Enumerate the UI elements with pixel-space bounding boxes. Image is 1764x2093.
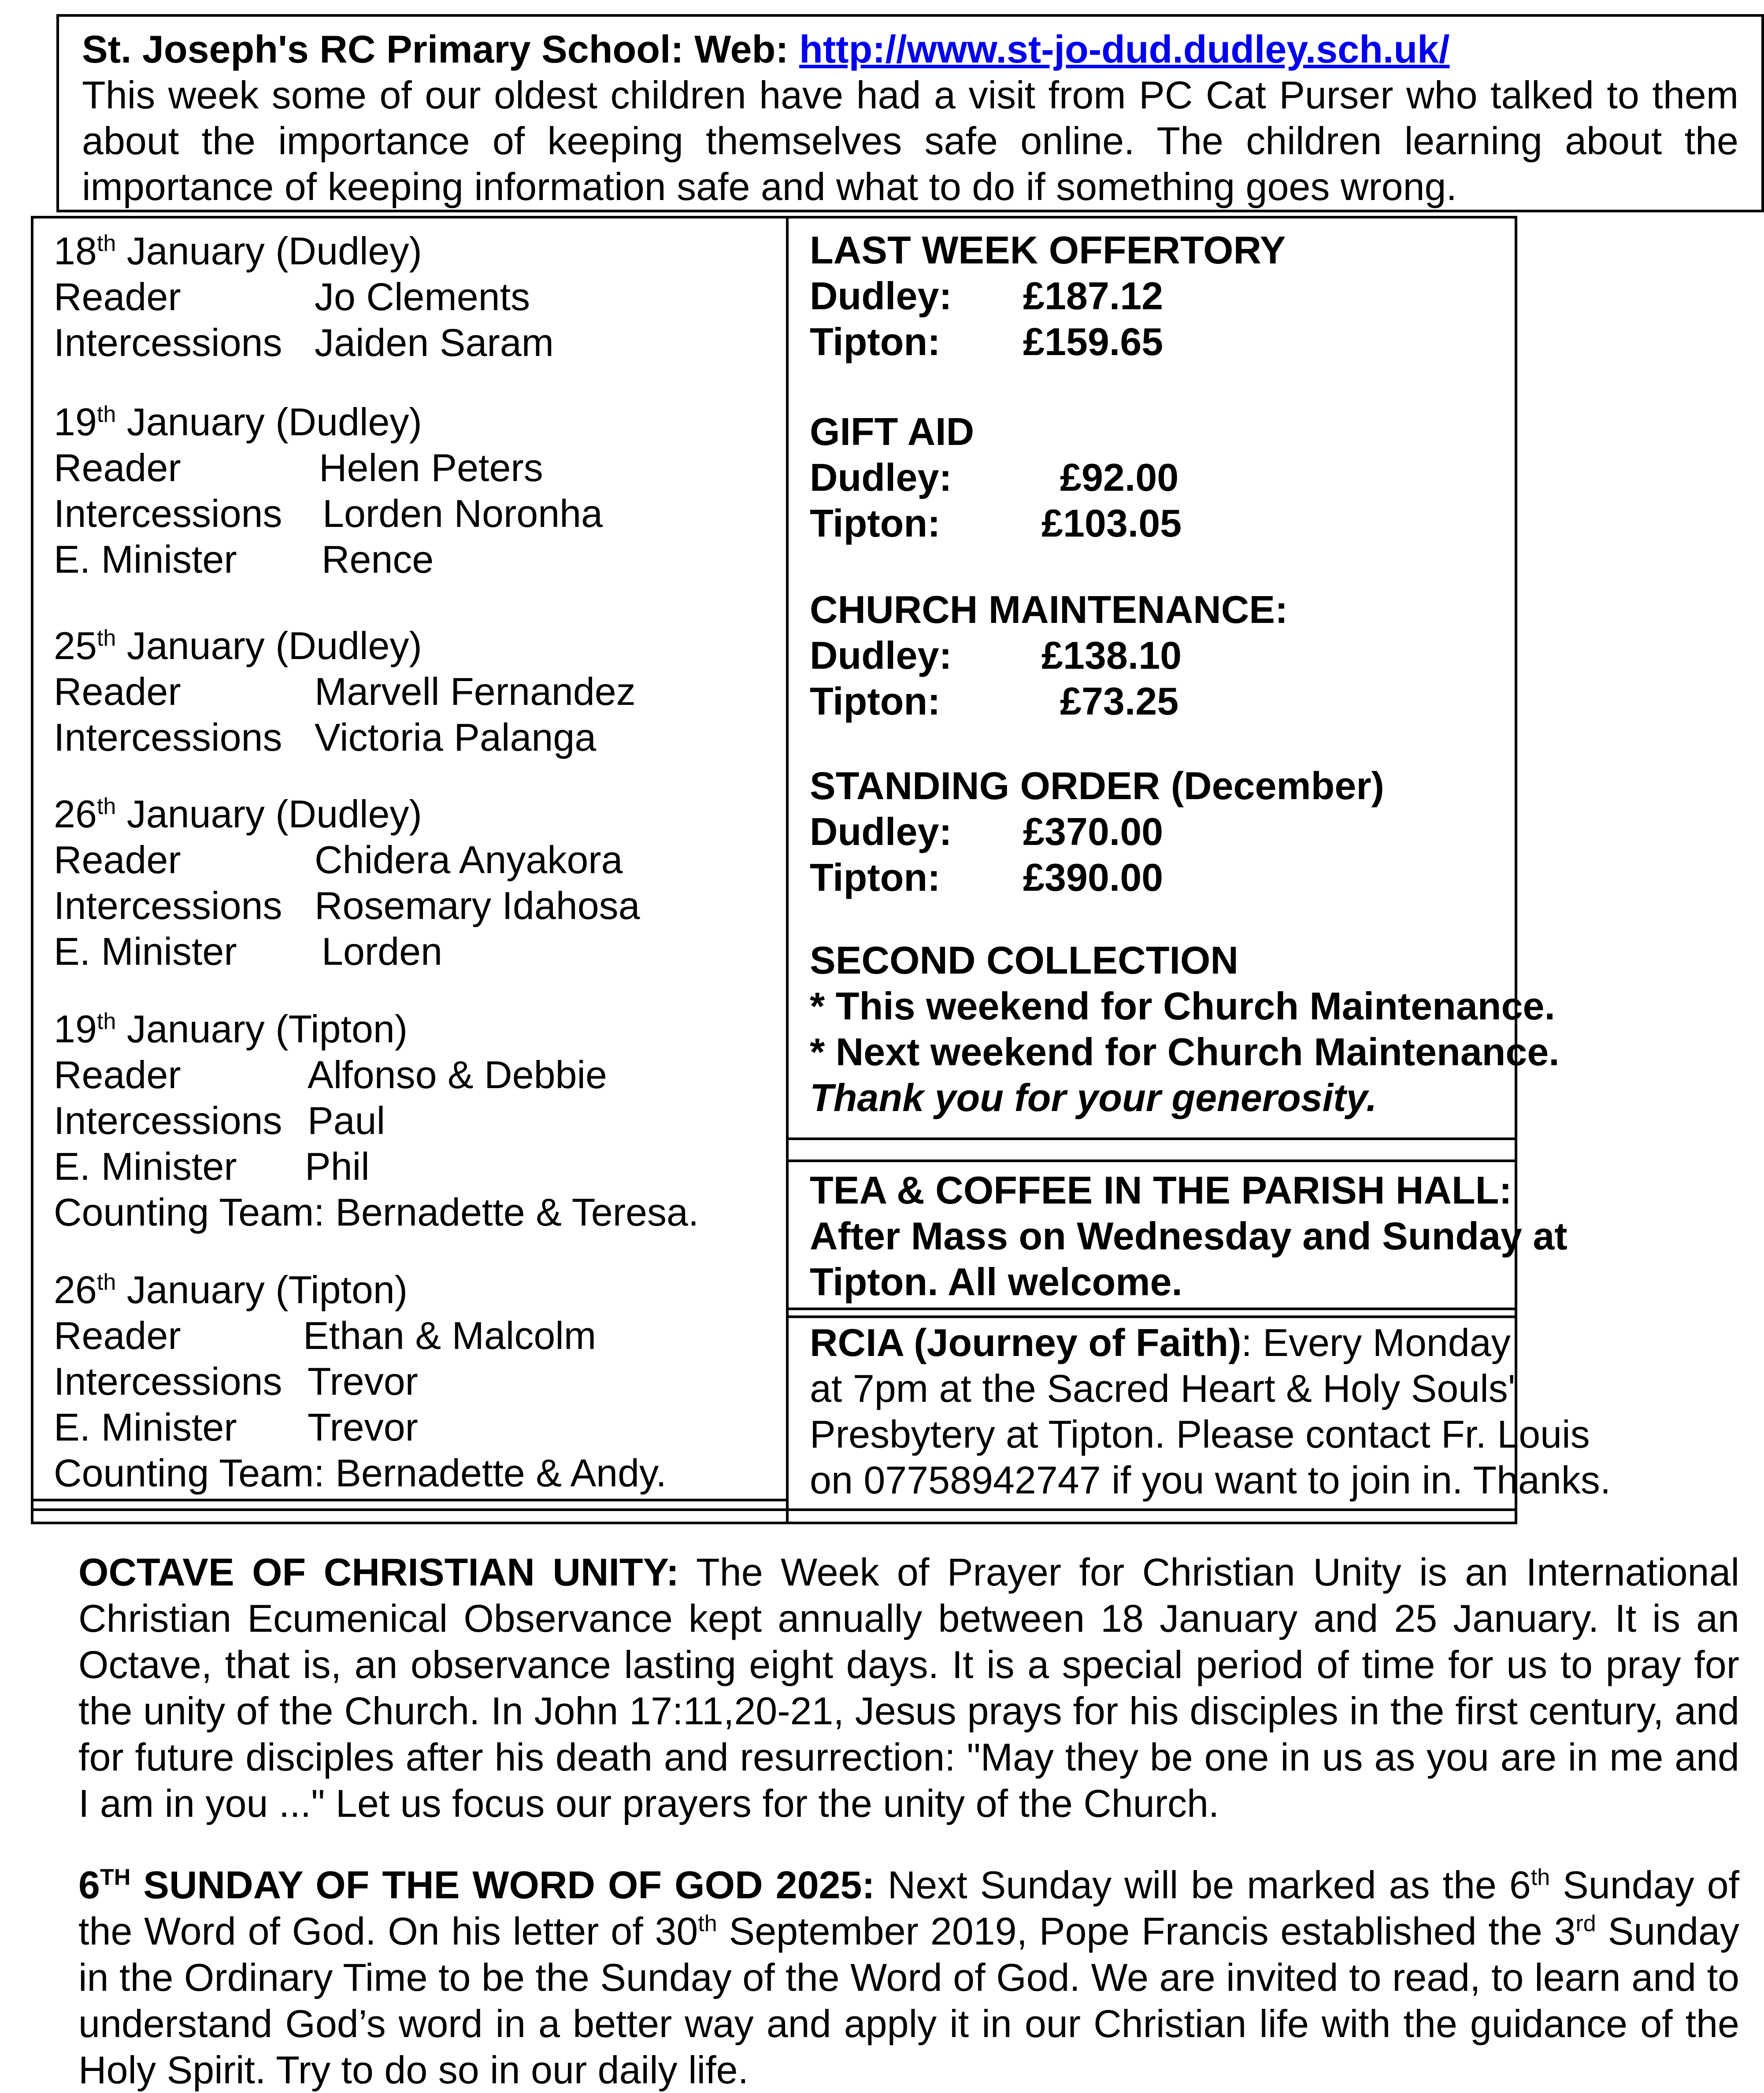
standing-order-dudley: Dudley: £370.00	[810, 810, 1164, 853]
school-notice	[56, 14, 1764, 212]
divider	[789, 1159, 1515, 1162]
roster-role: Reader Marvell Fernandez	[54, 669, 181, 715]
roster-date: 26th January (Tipton)	[54, 1268, 408, 1311]
offertory-tipton: Tipton: £159.65	[810, 320, 1164, 363]
roster-role: Reader Jo Clements	[54, 274, 181, 320]
gift-aid-title: GIFT AID	[810, 410, 975, 453]
standing-order-title: STANDING ORDER (December)	[810, 764, 1384, 808]
roster-person: Trevor	[308, 1360, 418, 1403]
second-collection-line: * This weekend for Church Maintenance.	[810, 984, 1555, 1028]
roster-person: Jaiden Saram	[315, 321, 554, 364]
school-heading-line	[82, 26, 1738, 72]
roster-person: Helen Peters	[319, 446, 543, 489]
rcia-line: at 7pm at the Sacred Heart & Holy Souls'	[810, 1367, 1516, 1410]
roster-role: Intercessions Lorden Noronha	[54, 491, 282, 537]
divider	[789, 1137, 1515, 1140]
roster-person: Jo Clements	[315, 275, 530, 319]
counting-team: Counting Team: Bernadette & Teresa.	[54, 1190, 699, 1234]
roster-role: E. Minister Phil	[54, 1144, 237, 1189]
divider	[33, 1508, 786, 1511]
roster-role: Reader Alfonso & Debbie	[54, 1052, 181, 1098]
divider	[789, 1508, 1515, 1511]
rcia-line: RCIA (Journey of Faith): Every Monday	[810, 1321, 1511, 1364]
divider	[789, 1308, 1515, 1310]
roster-role: Intercessions Rosemary Idahosa	[54, 883, 282, 929]
rcia-line: Presbytery at Tipton. Please contact Fr. Louis	[810, 1412, 1590, 1456]
word-of-god-paragraph: 6TH SUNDAY OF THE WORD OF GOD 2025: Next Sunday will be marked as the 6th Sunday of the Word of God. On his letter of 30th September 2019, Pope Francis established the 3rd Sunday in the Ordinary Time to be the Sunday of the Word of God. We are invited to read, to learn and to understand God’s word in a better way and apply it in our Christian life with the guidance of the Holy Spirit. Try to do so in our daily life.	[78, 1863, 1740, 2092]
roster-person: Lorden	[322, 930, 443, 973]
thank-you-note: Thank you for your generosity.	[810, 1076, 1377, 1119]
tea-coffee-line: Tipton. All welcome.	[810, 1260, 1182, 1304]
standing-order-tipton: Tipton: £390.00	[810, 856, 1164, 899]
roster-date: 18th January (Dudley)	[54, 229, 422, 273]
divider	[33, 1499, 786, 1501]
roster-role: Intercessions Trevor	[54, 1359, 282, 1404]
roster-person: Ethan & Malcolm	[303, 1314, 597, 1357]
roster-date: 19th January (Tipton)	[54, 1007, 408, 1051]
roster-person: Rence	[322, 537, 434, 581]
octave-paragraph: OCTAVE OF CHRISTIAN UNITY: The Week of Prayer for Christian Unity is an International Christian Ecumenical Observance kept annually between 18 January and 25 January. It is an Octave, that is, an observance lasting eight days. It is a special period of time for us to pray for the unity of the Church. In John 17:11,20-21, Jesus prays for his disciples in the first century, and for future disciples after his death and resurrection: "May they be one in us as you are in me and I am in you ..." Let us focus our prayers for the unity of the Church.	[78, 1550, 1739, 1825]
offertory-dudley: Dudley: £187.12	[810, 274, 1164, 318]
roster-role: Reader Chidera Anyakora	[54, 837, 181, 883]
school-description: This week some of our oldest children have had a visit from PC Cat Purser who talked to them about the importance of keeping themselves safe online. The children learning about the importance of keeping information safe and what to do if something goes wrong.	[82, 73, 1738, 208]
maintenance-tipton: Tipton: £73.25	[810, 679, 1179, 723]
tea-coffee-line: TEA & COFFEE IN THE PARISH HALL:	[810, 1168, 1512, 1212]
roster-person: Marvell Fernandez	[315, 670, 636, 713]
roster-person: Phil	[305, 1145, 370, 1188]
roster-person: Alfonso & Debbie	[308, 1053, 607, 1097]
divider	[789, 1315, 1515, 1318]
gift-aid-dudley: Dudley: £92.00	[810, 456, 1179, 499]
roster-role: Intercessions Victoria Palanga	[54, 715, 282, 760]
gift-aid-tipton: Tipton: £103.05	[810, 501, 1182, 545]
roster-person: Trevor	[308, 1405, 418, 1449]
rcia-line: on 07758942747 if you want to join in. Thanks.	[810, 1458, 1611, 1502]
offertory-title: LAST WEEK OFFERTORY	[810, 228, 1286, 272]
ministry-roster	[31, 216, 789, 1524]
school-website-link[interactable]: http://www.st-jo-dud.dudley.sch.uk/	[799, 27, 1450, 71]
school-heading: St. Joseph's RC Primary School: Web:	[82, 27, 800, 71]
finance-column	[786, 216, 1611, 1524]
roster-date: 19th January (Dudley)	[54, 400, 422, 444]
second-collection-title: SECOND COLLECTION	[810, 938, 1238, 982]
rcia-title: RCIA (Journey of Faith)	[810, 1321, 1241, 1364]
roster-person: Rosemary Idahosa	[315, 884, 640, 927]
second-collection-line: * Next weekend for Church Maintenance.	[810, 1030, 1560, 1074]
maintenance-title: CHURCH MAINTENANCE:	[810, 588, 1288, 631]
roster-role: E. Minister Rence	[54, 537, 237, 582]
roster-person: Lorden Noronha	[322, 492, 603, 535]
roster-person: Chidera Anyakora	[315, 838, 623, 882]
roster-role: E. Minister Lorden	[54, 929, 237, 974]
roster-role: Intercessions Paul	[54, 1098, 282, 1144]
roster-date: 25th January (Dudley)	[54, 624, 422, 667]
roster-person: Victoria Palanga	[315, 715, 597, 759]
word-of-god-heading: 6TH SUNDAY OF THE WORD OF GOD 2025:	[78, 1863, 875, 1907]
roster-date: 26th January (Dudley)	[54, 792, 422, 836]
roster-role: Reader Ethan & Malcolm	[54, 1313, 181, 1359]
tea-coffee-line: After Mass on Wednesday and Sunday at	[810, 1214, 1568, 1258]
maintenance-dudley: Dudley: £138.10	[810, 633, 1182, 677]
roster-role: Reader Helen Peters	[54, 445, 181, 491]
roster-person: Paul	[308, 1099, 385, 1142]
counting-team: Counting Team: Bernadette & Andy.	[54, 1451, 667, 1495]
roster-role: Intercessions Jaiden Saram	[54, 320, 282, 366]
octave-heading: OCTAVE OF CHRISTIAN UNITY:	[78, 1550, 679, 1594]
roster-role: E. Minister Trevor	[54, 1404, 237, 1450]
